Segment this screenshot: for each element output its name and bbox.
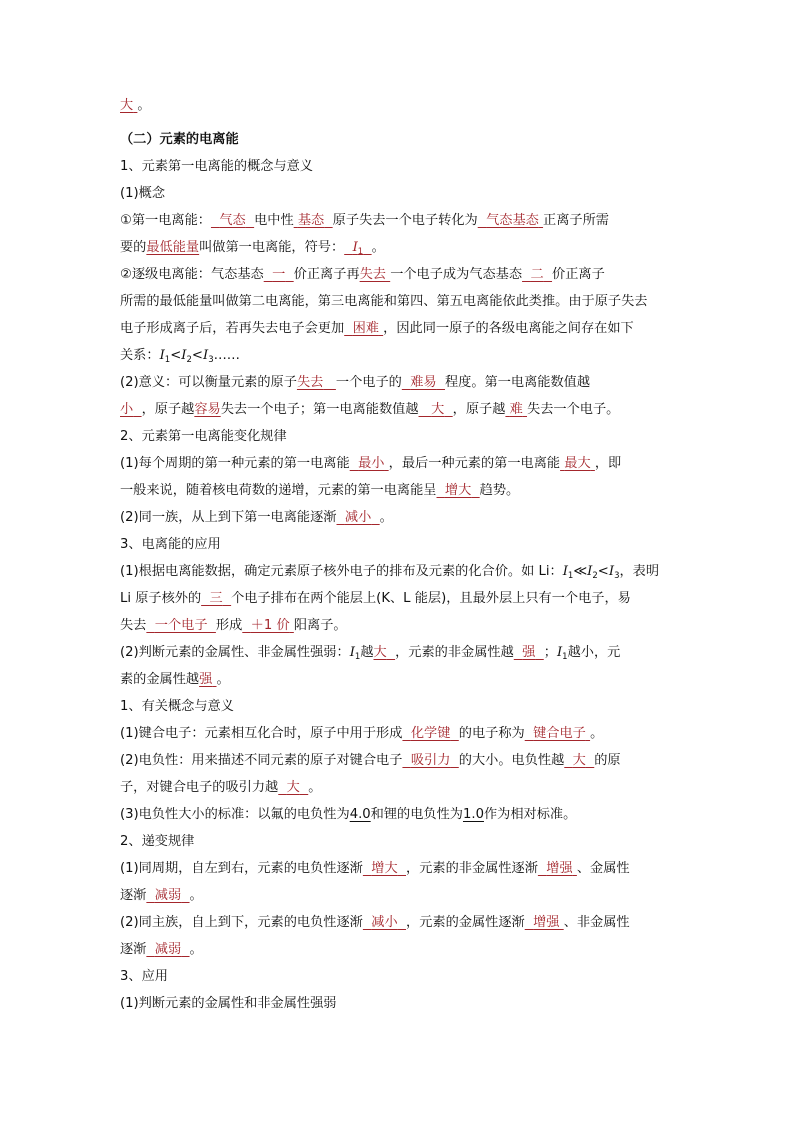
paragraph-line: 失去 一个电子 形成 ＋1 价 阳离子。: [120, 618, 347, 633]
answer-blank: 最大: [564, 456, 591, 471]
paragraph-line: 要的最低能量叫做第一电离能，符号： $I_1$ 。: [120, 240, 385, 257]
item-heading: (1)判断元素的金属性和非金属性强弱: [120, 996, 337, 1011]
answer-blank: 基态: [297, 213, 325, 228]
document-page: [120, 92, 678, 1017]
section-heading: （二）元素的电离能: [120, 132, 239, 147]
paragraph-line: 一般来说，随着核电荷数的递增，元素的第一电离能呈 增大 趋势。: [120, 483, 520, 498]
paragraph-line: (1)键合电子：元素相互化合时，原子中用于形成 化学键 的电子称为 键合电子 。: [120, 726, 604, 741]
answer-blank: 容易: [194, 402, 221, 417]
paragraph-line: ②逐级电离能：气态基态 一 价正离子再失去 一个电子成为气态基态 二 价正离子: [120, 267, 605, 282]
item-heading: (1)概念: [120, 186, 166, 201]
answer-blank: 小: [120, 402, 134, 417]
answer-blank: 气态基态: [486, 213, 539, 228]
paragraph-line: (2)电负性：用来描述不同元素的原子对键合电子 吸引力 的大小。电负性越 大 的原: [120, 753, 621, 768]
paragraph-line: (2)意义：可以衡量元素的原子失去 一个电子的 难易 程度。第一电离能数值越: [120, 375, 591, 390]
answer-blank: 增强: [546, 861, 573, 876]
answer-blank: 增大: [371, 861, 398, 876]
paragraph-line: (2)同一族，从上到下第一电离能逐渐 减小 。: [120, 510, 393, 525]
standard-value: 1.0: [462, 807, 484, 822]
answer-blank: $I_1$: [352, 240, 364, 257]
subsection-heading: 2、元素第一电离能变化规律: [120, 429, 287, 444]
formula-line: 关系：$I_1<I_2<I_3\dots\dots$: [120, 348, 240, 365]
answer-blank: 减小: [371, 915, 398, 930]
answer-blank: 增大: [444, 483, 472, 498]
answer-blank: 大: [572, 753, 586, 768]
paragraph-line: (3)电负性大小的标准：以氟的电负性为4.0和锂的电负性为1.0作为相对标准。: [120, 807, 577, 822]
answer-blank: 吸引力: [410, 753, 451, 768]
paragraph-line: 电子形成离子后，若再失去电子会更加 困难 ，因此同一原子的各级电离能之间存在如下: [120, 321, 634, 336]
paragraph-line: 逐渐 减弱 。: [120, 888, 203, 903]
answer-blank: 失去: [296, 375, 324, 390]
answer-blank: 大: [431, 402, 445, 417]
subsection-heading: 2、递变规律: [120, 834, 195, 849]
answer-blank: 大: [286, 780, 300, 795]
answer-blank: 困难: [352, 321, 379, 336]
subsection-heading: 3、应用: [120, 969, 168, 984]
answer-blank: 大: [373, 645, 387, 660]
paragraph-line: (1)同周期，自左到右，元素的电负性逐渐 增大 ，元素的非金属性逐渐 增强 、金属性: [120, 861, 630, 876]
paragraph-line: (2)判断元素的金属性、非金属性强弱：$I_1$越大 ，元素的非金属性越 强 ；$I_1$越小，元: [120, 645, 621, 662]
answer-blank: 减弱: [154, 888, 182, 903]
standard-value: 4.0: [349, 807, 371, 822]
answer-blank: 化学键: [410, 726, 451, 741]
answer-blank: 一个电子: [154, 618, 208, 633]
answer-blank: 强: [522, 645, 536, 660]
answer-blank: 减弱: [154, 942, 182, 957]
paragraph-line: 所需的最低能量叫做第二电离能，第三电离能和第四、第五电离能依此类推。由于原子失去: [120, 294, 648, 309]
paragraph-line: 子，对键合电子的吸引力越 大 。: [120, 780, 322, 795]
subsection-heading: 1、有关概念与意义: [120, 699, 234, 714]
paragraph-line: 逐渐 减弱 。: [120, 942, 203, 957]
answer-blank: ＋1 价: [250, 618, 290, 633]
subsection-heading: 3、电离能的应用: [120, 537, 221, 552]
answer-blank: 气态: [219, 213, 246, 228]
answer-blank: 最小: [358, 456, 385, 471]
answer-blank: 增强: [533, 915, 560, 930]
paragraph-line: 小 ，原子越容易失去一个电子；第一电离能数值越 大 ，原子越 难 失去一个电子。: [120, 402, 620, 417]
subsection-heading: 1、元素第一电离能的概念与意义: [120, 159, 314, 174]
answer-blank: 三: [209, 591, 223, 606]
paragraph-line: 素的金属性越强 。: [120, 672, 230, 687]
answer-blank: 难易: [410, 375, 437, 390]
answer-blank: 难: [509, 402, 523, 417]
answer-blank: 强: [199, 672, 213, 687]
answer-blank: 失去: [359, 267, 386, 282]
paragraph-line: (2)同主族，自上到下，元素的电负性逐渐 减小 ，元素的金属性逐渐 增强 、非金属性: [120, 915, 630, 930]
paragraph-line: (1)根据电离能数据，确定元素原子核外电子的排布及元素的化合价。如 Li：$I_1≪I_2<I_3$，表明: [120, 564, 660, 581]
paragraph-line: (1)每个周期的第一种元素的第一电离能 最小 ，最后一种元素的第一电离能 最大 ，即: [120, 456, 622, 471]
answer-blank: 大: [120, 98, 134, 113]
answer-blank: 键合电子: [533, 726, 586, 741]
answer-blank: 一: [272, 267, 286, 282]
paragraph-line: Li 原子核外的 三 个电子排布在两个能层上(K、L 能层)，且最外层上只有一个电子，易: [120, 591, 631, 606]
paragraph-line: ①第一电离能： 气态 电中性 基态 原子失去一个电子转化为 气态基态 正离子所需: [120, 213, 609, 228]
answer-blank: 最低能量: [146, 240, 200, 255]
answer-blank: 二: [530, 267, 544, 282]
line-continuation: 大 。: [120, 98, 151, 113]
answer-blank: 减小: [344, 510, 372, 525]
